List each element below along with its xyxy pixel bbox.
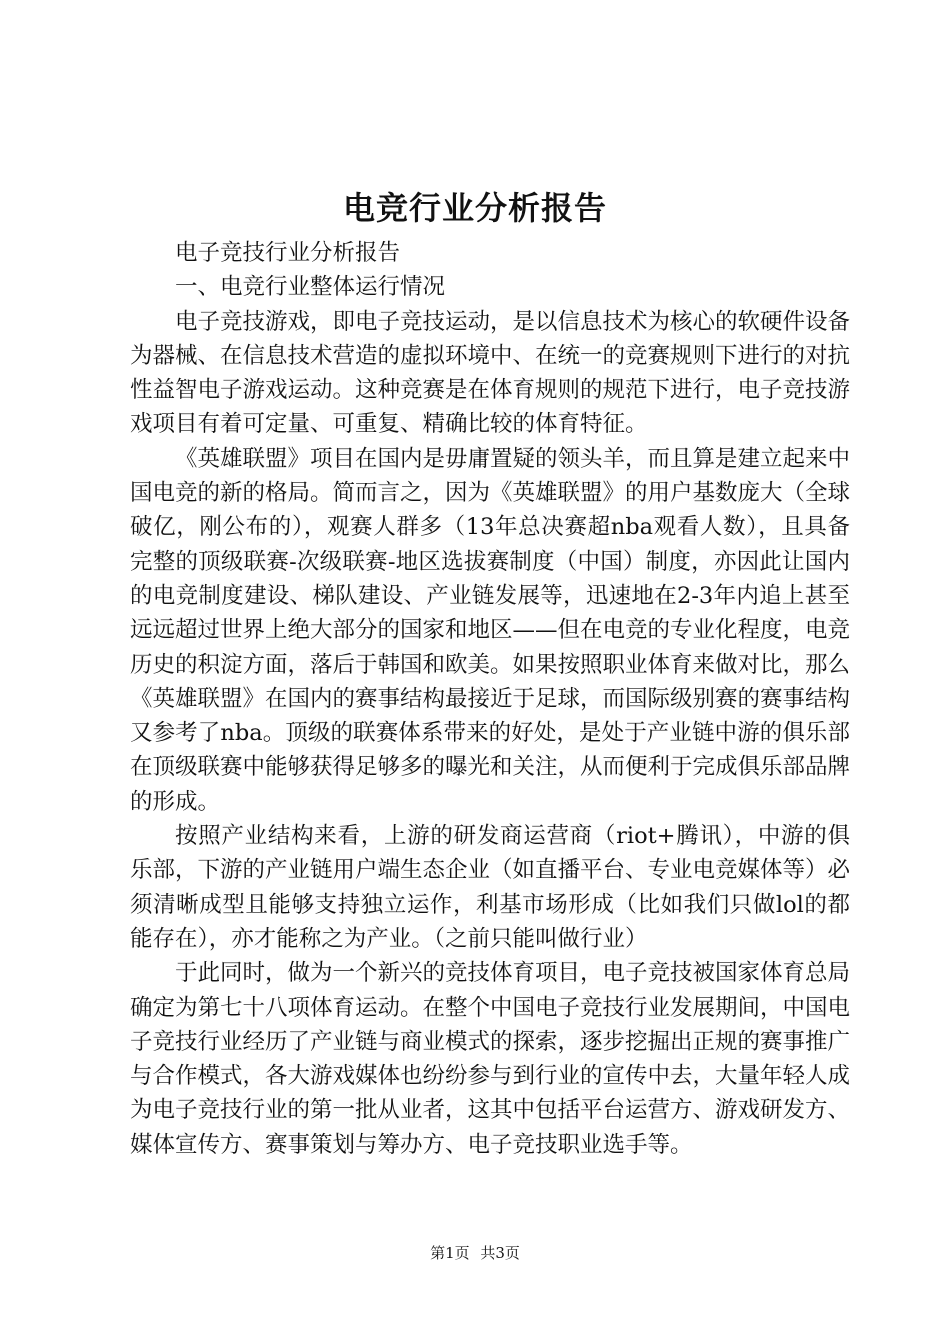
paragraph-development: 于此同时，做为一个新兴的竞技体育项目，电子竞技被国家体育总局确定为第七十八项体育运动。在整个中国电子竞技行业发展期间，中国电子竞技行业经历了产业链与商业模式的探索，逐步挖掘出正规的赛事推广与合作模式，各大游戏媒体也纷纷参与到行业的宣传中去，大量年轻人成为电子竞技行业的第一批从业者，这其中包括平台运营方、游戏研发方、媒体宣传方、赛事策划与筹办方、电子竞技职业选手等。 bbox=[130, 960, 851, 1158]
page-total: 共3页 bbox=[480, 1244, 520, 1262]
paragraph-section-heading: 一、电竞行业整体运行情况 bbox=[175, 274, 446, 301]
page-number: 第1页 bbox=[430, 1244, 470, 1262]
paragraph-definition: 电子竞技游戏，即电子竞技运动，是以信息技术为核心的软硬件设备为器械、在信息技术营造的虚拟环境中、在统一的竞赛规则下进行的对抗性益智电子游戏运动。这种竞赛是在体育规则的规范下进行，电子竞技游戏项目有着可定量、可重复、精确比较的体育特征。 bbox=[130, 308, 851, 438]
paragraph-subtitle: 电子竞技行业分析报告 bbox=[175, 240, 401, 266]
page-footer bbox=[0, 1243, 950, 1263]
document-title: 电竞行业分析报告 bbox=[342, 189, 607, 227]
document-body bbox=[130, 236, 850, 1162]
paragraph-lol: 《英雄联盟》项目在国内是毋庸置疑的领头羊，而且算是建立起来中国电竞的新的格局。简而言之，因为《英雄联盟》的用户基数庞大（全球破亿，刚公布的），观赛人群多（13年总决赛超nba观看人数），且具备完整的顶级联赛-次级联赛-地区选拔赛制度（中国）制度，亦因此让国内的电竞制度建设、梯队建设、产业链发展等，迅速地在2-3年内追上甚至远远超过世界上绝大部分的国家和地区——但在电竞的专业化程度，电竞历史的积淀方面，落后于韩国和欧美。如果按照职业体育来做对比，那么《英雄联盟》在国内的赛事结构最接近于足球，而国际级别赛的赛事结构又参考了nba。顶级的联赛体系带来的好处，是处于产业链中游的俱乐部在顶级联赛中能够获得足够多的曝光和关注，从而便利于完成俱乐部品牌的形成。 bbox=[130, 445, 851, 815]
paragraph-industry-structure: 按照产业结构来看，上游的研发商运营商（riot+腾讯），中游的俱乐部，下游的产业链用户端生态企业（如直播平台、专业电竞媒体等）必须清晰成型且能够支持独立运作，利基市场形成（比如我们只做lol的都能存在），亦才能称之为产业。（之前只能叫做行业） bbox=[130, 823, 851, 952]
